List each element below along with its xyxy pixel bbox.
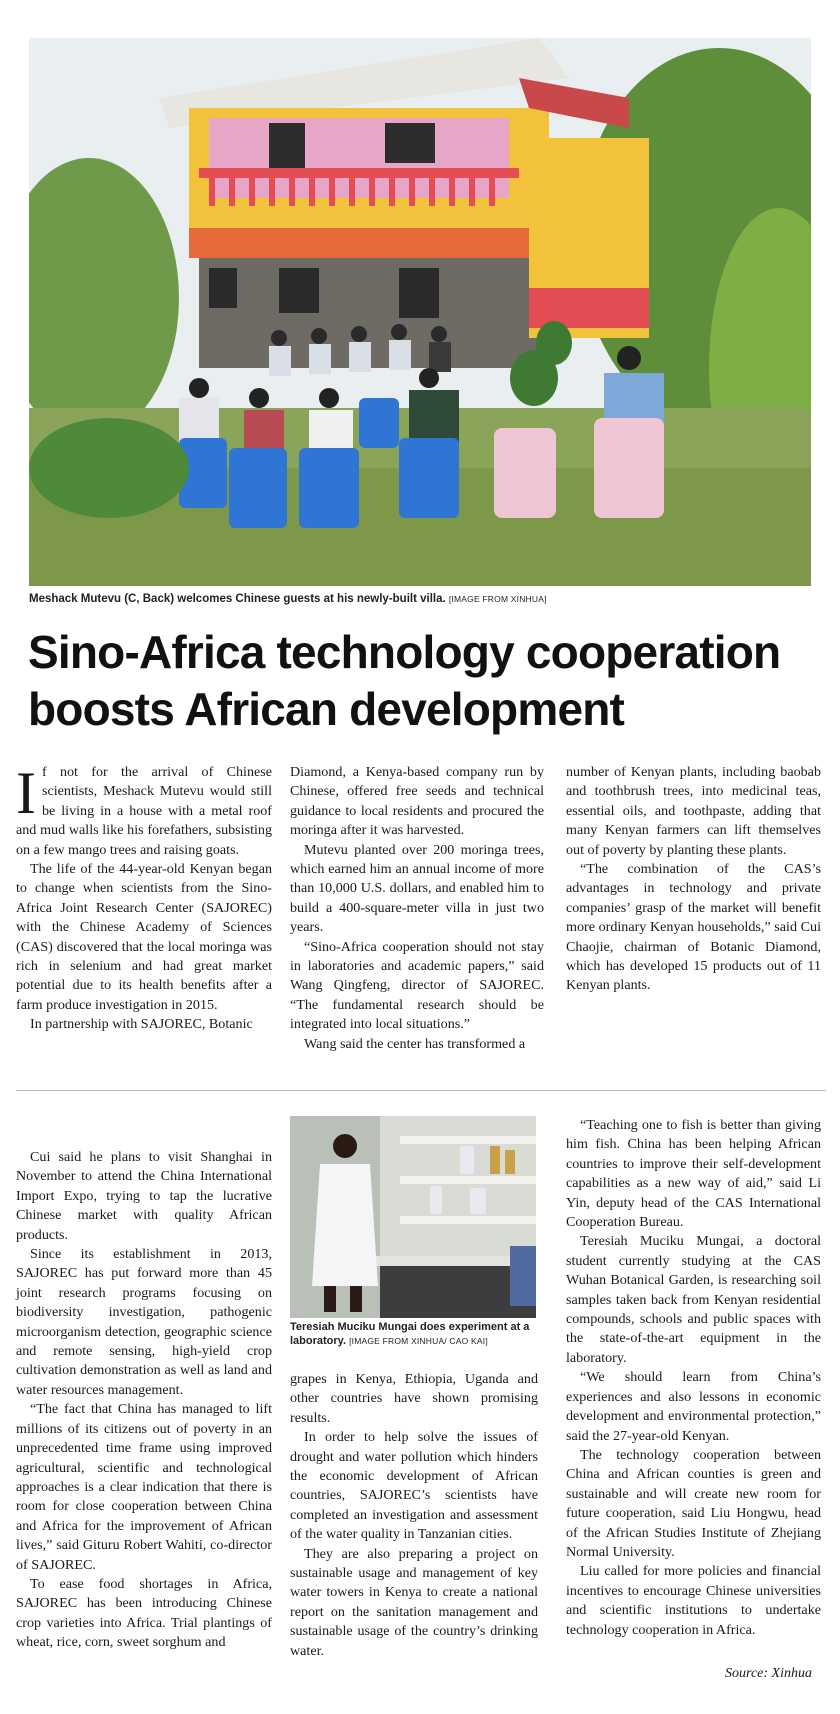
source-credit: Source: Xinhua <box>725 1666 812 1681</box>
paragraph: Teresiah Muciku Mungai, a doctoral student currently studying at the CAS Wuhan Botanical Garden, is researching soil samples taken back from Kenyan residential compounds, schools and public spaces with the state-of-the-art equipment in the laboratory. <box>566 1233 821 1366</box>
headline: Sino-Africa technology cooperation boosts African development <box>28 626 781 735</box>
article-top-col-1 <box>16 760 272 1035</box>
drop-cap: I <box>16 760 36 826</box>
paragraph: They are also preparing a project on sustainable usage and management of key water towers in Kenya to create a national report on the sanitation management and sustainable usage of the country’s drinking water. <box>290 1545 538 1659</box>
paragraph: In order to help solve the issues of drought and water pollution which hinders the economic development of African countries, SAJOREC’s scientists have completed an investigation and assessment of the water quality in Tanzanian cities. <box>290 1429 538 1543</box>
paragraph: Wang said the center has transformed a <box>304 1035 526 1052</box>
paragraph: The technology cooperation between China and African counties is green and sustainable and will create new room for future cooperation, said Liu Hongwu, head of the African Studies Institute of Zhejiang Normal University. <box>566 1446 821 1560</box>
section-divider <box>16 1090 826 1091</box>
article-bottom-col-2 <box>290 1370 538 1661</box>
paragraph: “We should learn from China’s experiences and also lessons in economic development and environmental protection,” said the 27-year-old Kenyan. <box>566 1369 821 1444</box>
paragraph: Since its establishment in 2013, SAJOREC has put forward more than 45 joint research programs focusing on biodiversity investigation, pathogenic microorganism detection, geographic science and remote sensing, high-yield crop cultivation demonstration as well as land and water resources management. <box>16 1246 272 1398</box>
paragraph: To ease food shortages in Africa, SAJOREC has been introducing Chinese crop varieties into Africa. Trial plantings of wheat, rice, corn, sweet sorghum and <box>16 1575 272 1651</box>
paragraph: “The combination of the CAS’s advantages in technology and private companies’ grasp of the market will benefit more ordinary Kenyan households,” said Cui Chaojie, chairman of Botanic Diamond, which has developed 15 products out of 11 Kenyan plants. <box>566 861 821 994</box>
caption-credit: [IMAGE FROM XINHUA] <box>448 594 547 604</box>
paragraph: Mutevu planted over 200 moringa trees, which earned him an annual income of more than 10,000 U.S. dollars, and enabled him to build a 400-square-meter villa in just two years. <box>290 841 544 936</box>
caption-credit: [IMAGE FROM XINHUA/ CAO KAI] <box>349 1336 488 1346</box>
paragraph: In partnership with SAJOREC, Botanic <box>30 1016 253 1033</box>
paragraph-text: f not for the arrival of Chinese scientists, Meshack Mutevu would still be living in a house with a metal roof and mud walls like his forefathers, subsisting on a few mango trees and raising goats. <box>16 764 272 858</box>
paragraph: Liu called for more policies and financial incentives to encourage Chinese universities and scientific institutions to undertake technology cooperation in Africa. <box>566 1563 821 1638</box>
article-top-col-3 <box>566 763 821 996</box>
paragraph: grapes in Kenya, Ethiopia, Uganda and other countries have shown promising results. <box>290 1371 538 1426</box>
lab-photo-caption <box>290 1320 538 1348</box>
paragraph <box>16 760 272 860</box>
article-top-col-2 <box>290 763 544 1054</box>
paragraph: The life of the 44-year-old Kenyan began to change when scientists from the Sino-Africa Joint Research Center (SAJOREC) with the Chinese Academy of Sciences (CAS) discovered that the local moringa was rich in selenium and had great market potential due to its health benefits after a farm produce investigation in 2015. <box>16 861 272 1013</box>
article-bottom-col-1 <box>16 1148 272 1653</box>
paragraph: number of Kenyan plants, including baobab and toothbrush trees, into medicinal teas, essential oils, and toothpaste, adding that many Kenyan farmers can lift themselves out of poverty by planting these plants. <box>566 764 821 858</box>
villa-photo <box>29 38 811 586</box>
caption-text: Teresiah Muciku Mungai does experiment at a laboratory. <box>290 1321 530 1347</box>
article-bottom-col-3 <box>566 1116 821 1640</box>
caption-text: Meshack Mutevu (C, Back) welcomes Chinese guests at his newly-built villa. <box>29 593 446 605</box>
paragraph: “The fact that China has managed to lift millions of its citizens out of poverty in an unprecedented time frame using improved agricultural, scientific and technological approaches is a clear indication that there is room for close cooperation between China and Africa for the improvement of African lives,” said Gituru Robert Wahiti, co-director of SAJOREC. <box>16 1401 272 1573</box>
top-photo-caption <box>29 592 811 607</box>
paragraph: Cui said he plans to visit Shanghai in November to attend the China International Import Expo, trying to tap the lucrative Chinese market with quality African products. <box>16 1149 272 1243</box>
paragraph: Diamond, a Kenya-based company run by Chinese, offered free seeds and technical guidance to local residents and procured the moringa after it was harvested. <box>290 764 544 839</box>
lab-photo <box>290 1116 536 1318</box>
paragraph: “Teaching one to fish is better than giving him fish. China has been helping African countries to improve their self-development capabilities as a new way of aid,” said Li Yin, deputy head of the CAS International Cooperation Bureau. <box>566 1117 821 1231</box>
paragraph: “Sino-Africa cooperation should not stay in laboratories and academic papers,” said Wang Qingfeng, director of SAJOREC. “The fundamental research should be integrated into local situations.” <box>290 938 544 1033</box>
